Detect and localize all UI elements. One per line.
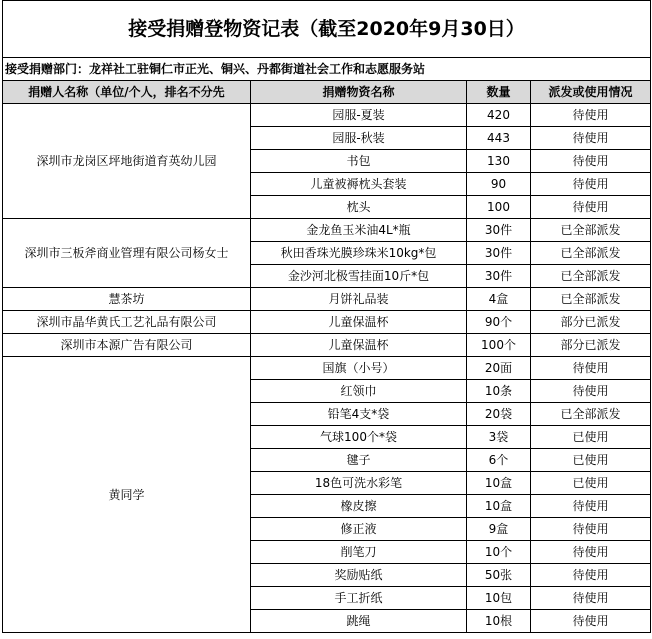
- quantity-cell: 3袋: [467, 426, 531, 449]
- donor-name-cell: 深圳市三板斧商业管理有限公司杨女士: [3, 219, 251, 288]
- quantity-cell: 90: [467, 173, 531, 196]
- receiving-department: 接受捐赠部门：龙祥社工驻铜仁市正光、铜兴、丹都街道社会工作和志愿服务站: [3, 58, 651, 81]
- status-cell: 已使用: [531, 472, 651, 495]
- department-row: [3, 58, 651, 81]
- donor-name-cell: 慧茶坊: [3, 288, 251, 311]
- quantity-cell: 30件: [467, 219, 531, 242]
- quantity-cell: 100个: [467, 334, 531, 357]
- status-cell: 待使用: [531, 127, 651, 150]
- donor-name-cell: 深圳市本源广告有限公司: [3, 334, 251, 357]
- status-cell: 已全部派发: [531, 219, 651, 242]
- item-name-cell: 修正液: [251, 518, 467, 541]
- donation-table: [2, 0, 651, 633]
- status-cell: 待使用: [531, 104, 651, 127]
- status-cell: 待使用: [531, 495, 651, 518]
- status-cell: 待使用: [531, 357, 651, 380]
- status-cell: 已全部派发: [531, 403, 651, 426]
- table-row: [3, 334, 651, 357]
- header-item: 捐赠物资名称: [251, 81, 467, 104]
- item-name-cell: 月饼礼品装: [251, 288, 467, 311]
- item-name-cell: 手工折纸: [251, 587, 467, 610]
- quantity-cell: 30件: [467, 265, 531, 288]
- item-name-cell: 橡皮擦: [251, 495, 467, 518]
- item-name-cell: 毽子: [251, 449, 467, 472]
- header-quantity: 数量: [467, 81, 531, 104]
- status-cell: 待使用: [531, 518, 651, 541]
- quantity-cell: 10根: [467, 610, 531, 633]
- header-donor: 捐赠人名称（单位/个人，排名不分先: [3, 81, 251, 104]
- donation-register-sheet: [2, 0, 650, 633]
- item-name-cell: 书包: [251, 150, 467, 173]
- status-cell: 已全部派发: [531, 288, 651, 311]
- status-cell: 待使用: [531, 173, 651, 196]
- item-name-cell: 儿童保温杯: [251, 334, 467, 357]
- quantity-cell: 6个: [467, 449, 531, 472]
- quantity-cell: 10盒: [467, 495, 531, 518]
- table-row: [3, 219, 651, 242]
- quantity-cell: 10盒: [467, 472, 531, 495]
- status-cell: 待使用: [531, 196, 651, 219]
- item-name-cell: 金沙河北极雪挂面10斤*包: [251, 265, 467, 288]
- item-name-cell: 秋田香珠光膜珍珠米10kg*包: [251, 242, 467, 265]
- header-row: [3, 81, 651, 104]
- quantity-cell: 130: [467, 150, 531, 173]
- item-name-cell: 儿童被褥枕头套装: [251, 173, 467, 196]
- status-cell: 待使用: [531, 587, 651, 610]
- status-cell: 已全部派发: [531, 265, 651, 288]
- table-row: [3, 104, 651, 127]
- status-cell: 已全部派发: [531, 242, 651, 265]
- quantity-cell: 90个: [467, 311, 531, 334]
- quantity-cell: 10包: [467, 587, 531, 610]
- item-name-cell: 削笔刀: [251, 541, 467, 564]
- status-cell: 部分已派发: [531, 311, 651, 334]
- quantity-cell: 10条: [467, 380, 531, 403]
- quantity-cell: 443: [467, 127, 531, 150]
- item-name-cell: 奖励贴纸: [251, 564, 467, 587]
- status-cell: 待使用: [531, 380, 651, 403]
- table-row: [3, 288, 651, 311]
- header-status: 派发或使用情况: [531, 81, 651, 104]
- item-name-cell: 气球100个*袋: [251, 426, 467, 449]
- donor-name-cell: 深圳市龙岗区坪地街道育英幼儿园: [3, 104, 251, 219]
- item-name-cell: 18色可洗水彩笔: [251, 472, 467, 495]
- status-cell: 已使用: [531, 449, 651, 472]
- title-row: [3, 1, 651, 58]
- status-cell: 待使用: [531, 150, 651, 173]
- item-name-cell: 金龙鱼玉米油4L*瓶: [251, 219, 467, 242]
- quantity-cell: 9盒: [467, 518, 531, 541]
- quantity-cell: 420: [467, 104, 531, 127]
- item-name-cell: 跳绳: [251, 610, 467, 633]
- status-cell: 待使用: [531, 564, 651, 587]
- item-name-cell: 园服-夏装: [251, 104, 467, 127]
- donor-name-cell: 深圳市晶华黄氏工艺礼品有限公司: [3, 311, 251, 334]
- item-name-cell: 铅笔4支*袋: [251, 403, 467, 426]
- sheet-title: 接受捐赠登物资记表（截至2020年9月30日）: [3, 1, 651, 58]
- status-cell: 已使用: [531, 426, 651, 449]
- item-name-cell: 儿童保温杯: [251, 311, 467, 334]
- donor-name-cell: 黄同学: [3, 357, 251, 633]
- status-cell: 部分已派发: [531, 334, 651, 357]
- item-name-cell: 红领巾: [251, 380, 467, 403]
- quantity-cell: 20面: [467, 357, 531, 380]
- status-cell: 待使用: [531, 541, 651, 564]
- quantity-cell: 30件: [467, 242, 531, 265]
- status-cell: 待使用: [531, 610, 651, 633]
- item-name-cell: 枕头: [251, 196, 467, 219]
- quantity-cell: 100: [467, 196, 531, 219]
- item-name-cell: 国旗（小号）: [251, 357, 467, 380]
- table-row: [3, 357, 651, 380]
- quantity-cell: 50张: [467, 564, 531, 587]
- item-name-cell: 园服-秋装: [251, 127, 467, 150]
- table-row: [3, 311, 651, 334]
- quantity-cell: 4盒: [467, 288, 531, 311]
- donation-table-body: [3, 1, 651, 633]
- quantity-cell: 20袋: [467, 403, 531, 426]
- quantity-cell: 10个: [467, 541, 531, 564]
